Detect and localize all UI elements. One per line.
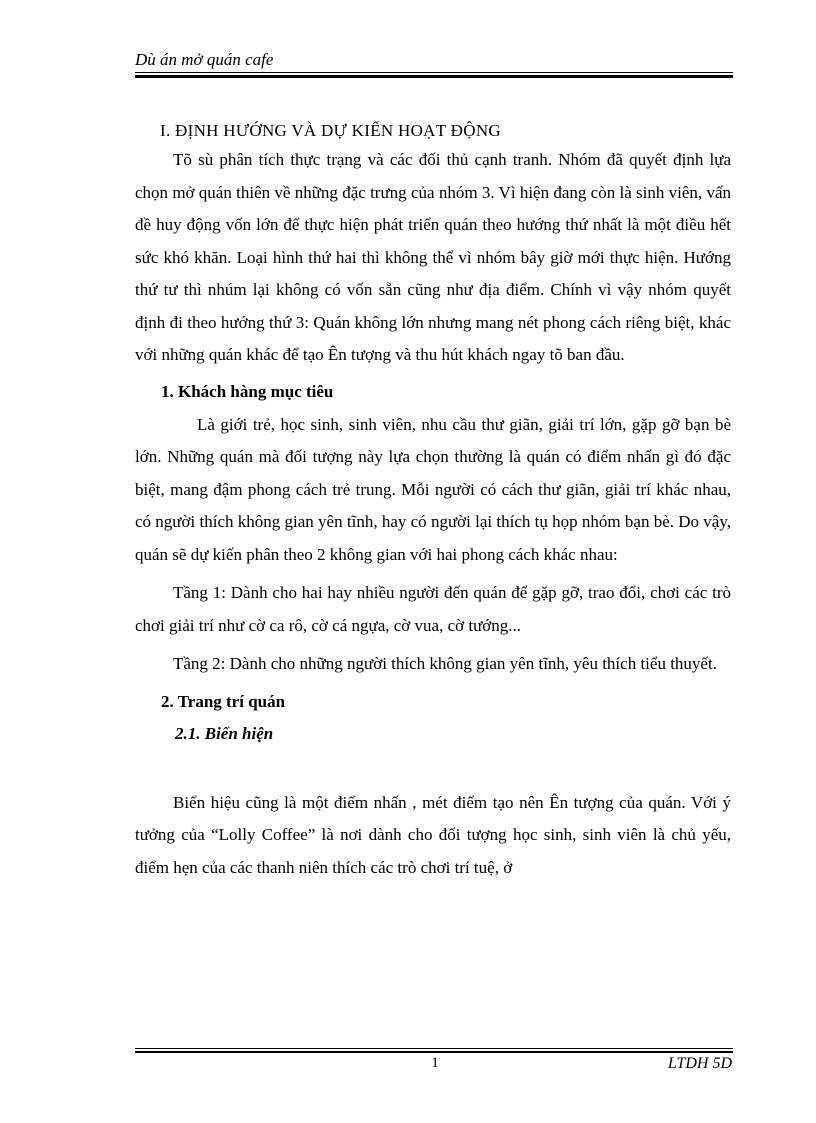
floor-1-paragraph: Tầng 1: Dành cho hai hay nhiều người đến quán để gặp gỡ, trao đổi, chơi các trò chơi giải trí như cờ ca rô, cờ cá ngựa, cờ vua, cờ tướng... — [135, 583, 731, 635]
heading-decoration: 2. Trang trí quán — [161, 691, 286, 711]
heading-target-customers: 1. Khách hàng mục tiêu — [161, 381, 334, 401]
running-header-title: Dù án mở quán cafe — [135, 50, 274, 69]
header-rule — [135, 72, 733, 73]
section-title: I. ĐỊNH HƯỚNG VÀ DỰ KIẾN HOẠT ĐỘNG — [160, 121, 501, 140]
footer-rule-thick — [135, 1051, 733, 1053]
header-rule-thick — [135, 75, 733, 78]
page-body — [135, 118, 731, 884]
page-number: 1 — [431, 1055, 439, 1071]
floor-2-paragraph: Tầng 2: Dành cho những người thích không gian yên tĩnh, yêu thích tiểu thuyết. — [173, 654, 717, 673]
footer-rule — [135, 1048, 733, 1049]
signboard-paragraph: Biển hiệu cũng là một điểm nhấn , mét điểm tạo nên Ên tượng của quán. Với ý tưởng của “Lolly Coffee” là nơi dành cho đối tượng học sinh, sinh viên là chủ yếu, điểm hẹn của các thanh niên thích các trò chơi trí tuệ, ở — [135, 792, 731, 877]
footer-code: LTDH 5D — [667, 1055, 732, 1072]
customers-paragraph: Là giới trẻ, học sinh, sinh viên, nhu cầu thư giãn, giải trí lớn, gặp gỡ bạn bè lớn. Những quán mà đối tượng này lựa chọn thường là quán có điểm nhấn gì đó đặc biệt, mang đậm phong cách trẻ trung. Mỗi người có cách thư giãn, giải trí khác nhau, có người thích không gian yên tĩnh, hay có người lại thích tụ họp nhóm bạn bè. Do vậy, quán sẽ dự kiến phân theo 2 không gian với hai phong cách khác nhau: — [135, 414, 731, 564]
subheading-signboard: 2.1. Biển hiện — [175, 723, 274, 743]
spacer — [135, 747, 731, 787]
intro-paragraph: Tõ sù phân tích thực trạng và các đối thủ cạnh tranh. Nhóm đã quyết định lựa chọn mở quán thiên về những đặc trưng của nhóm 3. Vì hiện đang còn là sinh viên, vấn đề huy động vốn lớn để thực hiện phát triển quán theo hướng thứ nhất là một điều hết sức khó khăn. Loại hình thứ hai thì không thể vì nhóm bây giờ mới thực hiện. Hướng thứ tư thì nhúm lại không có vốn sẵn cũng như địa điểm. Chính vì vậy nhóm quyết định đi theo hướng thứ 3: Quán không lớn nhưng mang nét phong cách riêng biệt, khác với những quán khác để tạo Ên tượng và thu hút khách ngay tõ ban đầu. — [135, 150, 731, 364]
